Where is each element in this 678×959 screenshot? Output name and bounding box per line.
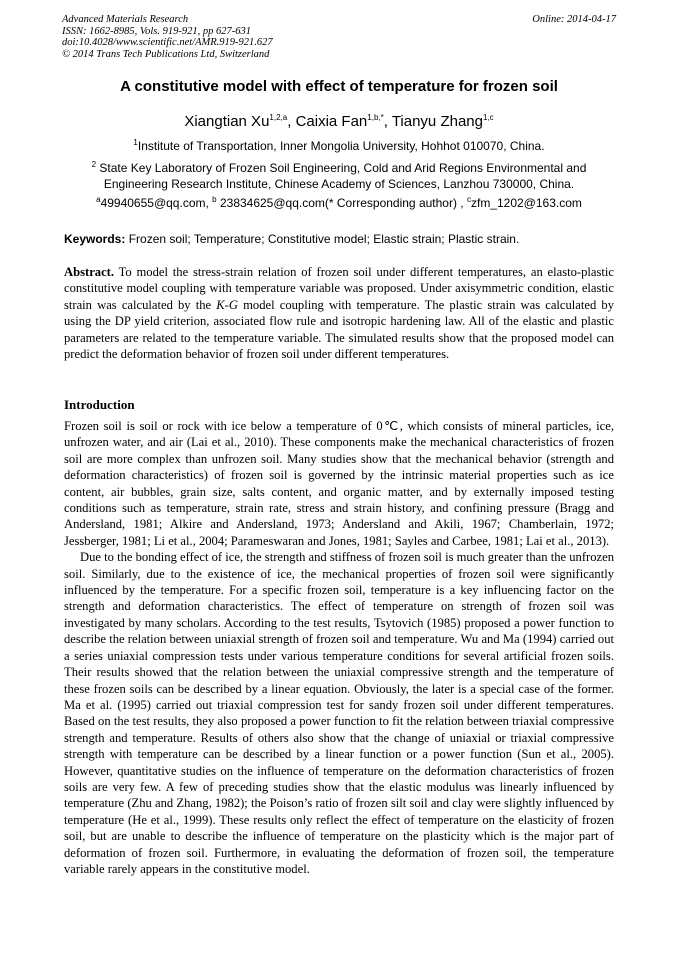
model-name: K-G: [216, 297, 238, 312]
online-date: Online: 2014-04-17: [532, 14, 616, 25]
affiliation-2: [60, 160, 618, 192]
author-name: Caixia Fan: [295, 113, 368, 130]
affiliation-text: State Key Laboratory of Frozen Soil Engineering, Cold and Arid Regions Environmental and: [99, 161, 587, 175]
affiliation-mark: 1: [133, 138, 138, 147]
paragraph: Frozen soil is soil or rock with ice below a temperature of 0℃, which consists of mineral particles, ice, unfrozen water, and air (Lai et al., 2010). These components make the mechanical characteristics of frozen soil are more complex than unfrozen soil. Many studies show that the mechanical behavior (strength and deformation characteristics) of frozen soil is governed by the intrinsic material properties such as ice content, air bubbles, grain size, salts content, and organic matter, and by externally imposed testing conditions such as temperature, strain rate, stress and strain history, and confining pressure (Bragg and Andersland, 1981; Alkire and Andersland, 1973; Andersland and Akili, 1967; Chamberlain, 1972; Jessberger, 1981; Li et al., 2004; Parameswaran and Jones, 1981; Sayles and Carbee, 1981; Lai et al., 2013).: [64, 419, 614, 548]
email-link[interactable]: zfm_1202@163.com: [470, 196, 582, 210]
keywords-label: Keywords:: [64, 232, 126, 246]
section-heading-introduction: Introduction: [64, 397, 135, 412]
affiliation-1: [60, 138, 618, 154]
affiliation-text: Engineering Research Institute, Chinese Academy of Sciences, Lanzhou 730000, China.: [103, 177, 575, 191]
email-mark: b: [212, 195, 217, 204]
email-mark: c: [466, 195, 471, 204]
paragraph: Due to the bonding effect of ice, the strength and stiffness of frozen soil is much greater than the unfrozen soil. Similarly, due to the existence of ice, the mechanical properties of frozen soil were significantly influenced by the temperature. For a specific frozen soil, temperature is a key influencing factor on the strength and deformation characteristics. The effect of temperature on strength of frozen soil was investigated by many scholars. According to the test results, Tsytovich (1985) proposed a power function to describe the relation between uniaxial strength of frozen soil and temperature. Wu and Ma (1994) carried out a series uniaxial compression tests under various temperature conditions for several artificial frozen soils. Their results showed that the relation between the uniaxial compressive strength and the temperature of these frozen soils can be described by a linear equation. Obviously, the later is a special case of the former. Ma et al. (1995) carried out triaxial compression test for sandy frozen soil under different temperatures. Based on the test results, they also proposed a power function to fit the relation between triaxial compressive strength and temperature. Results of others also show that the change of uniaxial or triaxial compressive strength with temperature can be described by a linear function or a power function (Sun et al., 2005). However, quantitative studies on the influence of temperature on the deformation characteristics of frozen soils are very few. A few of preceding studies show that the elastic modulus was linearly influenced by temperature (Zhu and Zhang, 1982); the Poison’s ratio of frozen silt soil and clay were slightly influenced by temperature (He et al., 1999). These results only reflect the effect of temperature on the elasticity of frozen soil, but are unable to describe the influence of temperature on the plasticity which is the major part of deformation of frozen soil. Furthermore, in evaluating the deformation of frozen soil, the temperature variable rarely appears in the constitutive model.: [64, 550, 614, 876]
abstract: [64, 264, 614, 362]
author-affiliation-mark: 1,b,*: [367, 113, 384, 122]
keywords-text: Frozen soil; Temperature; Constitutive model; Elastic strain; Plastic strain.: [128, 232, 520, 246]
introduction-body: [64, 418, 614, 877]
affiliation-text: Institute of Transportation, Inner Mongolia University, Hohhot 010070, China.: [137, 139, 545, 153]
author-name: Xiangtian Xu: [184, 113, 270, 130]
author-affiliation-mark: 1,2,a: [269, 113, 288, 122]
abstract-text: To model the stress-strain relation of frozen soil under different temperatures, an elasto-plastic constitutive model coupling with temperature variable was proposed. Under axisymmetric condition, elastic strain was calculated by the: [64, 265, 614, 312]
email-list: [60, 195, 618, 211]
doi-line: doi:10.4028/www.scientific.net/AMR.919-921.627: [62, 37, 273, 48]
journal-name: Advanced Materials Research: [62, 14, 189, 25]
affiliation-mark: 2: [91, 160, 97, 169]
keywords: [64, 232, 624, 246]
abstract-text: model coupling with temperature. The plastic strain was calculated by using the DP yield criterion, associated flow rule and isotropic hardening law. All of the elastic and plastic parameters are related to the temperature variable. The simulated results show that the proposed model can predict the deformation behavior of frozen soil under different temperatures.: [64, 297, 614, 362]
copyright-line: © 2014 Trans Tech Publications Ltd, Switzerland: [62, 48, 270, 60]
issn-line: ISSN: 1662-8985, Vols. 919-921, pp 627-631: [62, 25, 251, 37]
abstract-label: Abstract.: [64, 265, 115, 279]
paper-title: A constitutive model with effect of temperature for frozen soil: [120, 78, 558, 95]
author-name: Tianyu Zhang: [391, 113, 483, 130]
author-affiliation-mark: 1,c: [482, 113, 494, 122]
email-mark: a: [96, 195, 101, 204]
author-list: Xiangtian Xu$^{1,2,a}$, Caixia Fan$^{1,b,*}$, Tianyu Zhang$^{1,c}$: [184, 113, 494, 130]
email-link[interactable]: 49940655@qq.com,: [100, 196, 209, 210]
page-header: [62, 14, 616, 60]
email-link[interactable]: 23834625@qq.com(* Corresponding author) ,: [219, 196, 464, 210]
